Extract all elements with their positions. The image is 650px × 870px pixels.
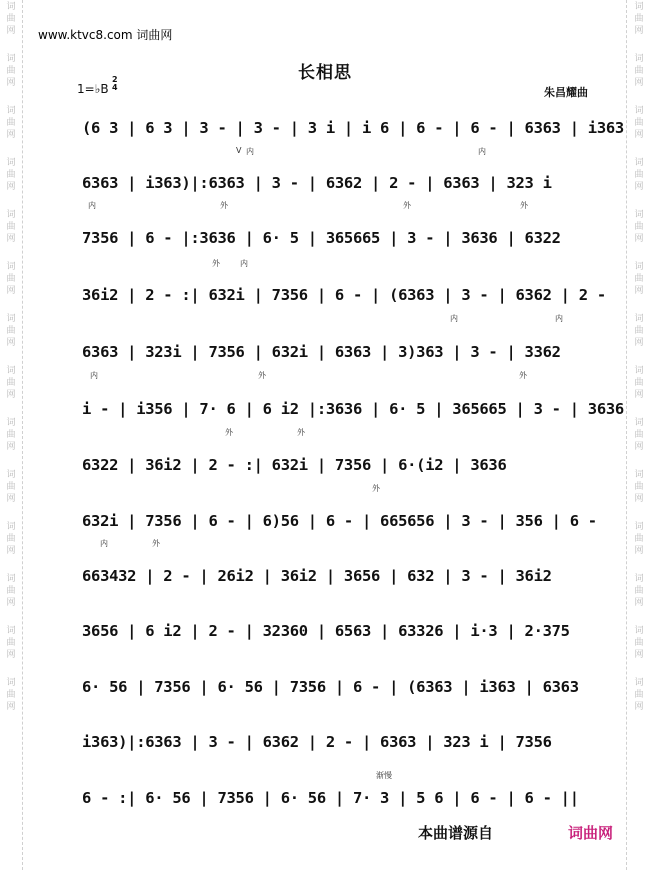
side-watermark-glyph: 网 (634, 390, 644, 400)
side-watermark-glyph: 词 (634, 210, 644, 220)
key-signature: 1=♭B (77, 82, 109, 96)
side-watermark-glyph: 网 (634, 702, 644, 712)
side-watermark-glyph: 曲 (634, 534, 644, 544)
side-watermark-glyph: 网 (6, 546, 16, 556)
side-watermark-glyph: 网 (6, 650, 16, 660)
side-watermark-glyph: 曲 (6, 170, 16, 180)
site-url-watermark (38, 26, 172, 43)
side-watermark-glyph: 网 (634, 494, 644, 504)
side-watermark-glyph: 网 (634, 650, 644, 660)
side-watermark-glyph: 曲 (634, 482, 644, 492)
side-watermark-glyph: 曲 (6, 274, 16, 284)
side-watermark-glyph: 曲 (634, 170, 644, 180)
side-watermark-glyph: 曲 (634, 274, 644, 284)
side-watermark-glyph: 词 (6, 418, 16, 428)
time-signature (112, 76, 118, 92)
left-watermark-column (4, 0, 18, 870)
side-watermark-glyph: 词 (634, 314, 644, 324)
side-watermark-glyph: 词 (634, 626, 644, 636)
score-line: 3656 | 6 i2 | 2 - | 32360 | 6563 | 63326 | i·3 | 2·375 (82, 622, 570, 640)
inner-string-mark: 内 (100, 539, 108, 548)
outer-string-mark: 外 (220, 201, 228, 210)
side-watermark-glyph: 词 (634, 522, 644, 532)
footer-source-label: 本曲谱源自 (418, 824, 494, 842)
side-watermark-glyph: 网 (6, 234, 16, 244)
side-watermark-glyph: 网 (634, 234, 644, 244)
outer-string-mark: 外 (520, 201, 528, 210)
outer-string-mark: 外 (372, 484, 380, 493)
side-watermark-glyph: 曲 (6, 430, 16, 440)
side-watermark-glyph: 网 (6, 494, 16, 504)
side-watermark-glyph: 曲 (6, 482, 16, 492)
side-watermark-glyph: 词 (6, 366, 16, 376)
side-watermark-glyph: 词 (6, 262, 16, 272)
side-watermark-glyph: 曲 (6, 222, 16, 232)
side-watermark-glyph: 曲 (634, 430, 644, 440)
side-watermark-glyph: 曲 (634, 66, 644, 76)
score-line: 7356 | 6 - |:3636 | 6· 5 | 365665 | 3 - | 3636 | 6322 (82, 229, 561, 247)
outer-string-mark: 外 (519, 371, 527, 380)
side-watermark-glyph: 网 (6, 286, 16, 296)
side-watermark-glyph: 词 (6, 54, 16, 64)
score-line: 632i | 7356 | 6 - | 6)56 | 6 - | 665656 | 3 - | 356 | 6 - (82, 512, 597, 530)
side-watermark-glyph: 曲 (6, 66, 16, 76)
side-watermark-glyph: 曲 (634, 14, 644, 24)
side-watermark-glyph: 网 (6, 78, 16, 88)
outer-string-mark: 外 (403, 201, 411, 210)
side-watermark-glyph: 网 (634, 338, 644, 348)
side-watermark-glyph: 词 (634, 470, 644, 480)
side-watermark-glyph: 词 (634, 574, 644, 584)
side-watermark-glyph: 网 (634, 182, 644, 192)
side-watermark-glyph: 网 (6, 598, 16, 608)
side-watermark-glyph: 词 (6, 678, 16, 688)
side-watermark-glyph: 网 (634, 598, 644, 608)
score-line: 6322 | 36i2 | 2 - :| 632i | 7356 | 6·(i2 | 3636 (82, 456, 507, 474)
side-watermark-glyph: 曲 (6, 326, 16, 336)
score-line: 36i2 | 2 - :| 632i | 7356 | 6 - | (6363 | 3 - | 6362 | 2 - (82, 286, 606, 304)
composer-credit: 朱昌耀曲 (544, 86, 588, 99)
site-name: 词曲网 (136, 28, 173, 42)
side-watermark-glyph: 曲 (634, 118, 644, 128)
side-watermark-glyph: 曲 (634, 586, 644, 596)
side-watermark-glyph: 词 (634, 2, 644, 12)
outer-string-mark: 外 (225, 428, 233, 437)
side-watermark-glyph: 词 (6, 626, 16, 636)
side-watermark-glyph: 词 (634, 158, 644, 168)
side-watermark-glyph: 词 (634, 262, 644, 272)
tempo-mark: 渐慢 (376, 771, 392, 780)
side-watermark-glyph: 词 (634, 106, 644, 116)
side-watermark-glyph: 词 (6, 106, 16, 116)
side-watermark-glyph: 词 (634, 366, 644, 376)
side-watermark-glyph: 网 (634, 78, 644, 88)
side-watermark-glyph: 网 (6, 702, 16, 712)
inner-string-mark: 内 (88, 201, 96, 210)
song-title: 长相思 (298, 63, 352, 83)
right-border (626, 0, 628, 870)
meter-bottom: 4 (112, 83, 118, 92)
side-watermark-glyph: 曲 (634, 222, 644, 232)
bowing-mark: V (236, 146, 242, 155)
inner-string-mark: 内 (555, 314, 563, 323)
inner-string-mark: 内 (478, 147, 486, 156)
left-border (22, 0, 24, 870)
side-watermark-glyph: 曲 (6, 690, 16, 700)
inner-string-mark: 内 (246, 147, 254, 156)
side-watermark-glyph: 网 (6, 338, 16, 348)
outer-string-mark: 外 (152, 539, 160, 548)
side-watermark-glyph: 词 (6, 574, 16, 584)
side-watermark-glyph: 曲 (6, 638, 16, 648)
side-watermark-glyph: 网 (634, 130, 644, 140)
inner-string-mark: 内 (90, 371, 98, 380)
side-watermark-glyph: 词 (634, 418, 644, 428)
outer-string-mark: 外 (258, 371, 266, 380)
side-watermark-glyph: 词 (6, 2, 16, 12)
inner-string-mark: 内 (240, 259, 248, 268)
side-watermark-glyph: 网 (634, 442, 644, 452)
footer-site-logo: 词曲网 (568, 824, 614, 842)
score-line: 6363 | i363)|:6363 | 3 - | 6362 | 2 - | 6363 | 323 i (82, 174, 552, 192)
side-watermark-glyph: 词 (634, 678, 644, 688)
side-watermark-glyph: 网 (6, 442, 16, 452)
site-url: www.ktvc8.com (38, 28, 133, 42)
side-watermark-glyph: 词 (6, 158, 16, 168)
score-line: 6 - :| 6· 56 | 7356 | 6· 56 | 7· 3 | 5 6 | 6 - | 6 - || (82, 789, 579, 807)
score-line: i - | i356 | 7· 6 | 6 i2 |:3636 | 6· 5 | 365665 | 3 - | 3636 (82, 400, 624, 418)
side-watermark-glyph: 曲 (6, 378, 16, 388)
side-watermark-glyph: 网 (6, 130, 16, 140)
side-watermark-glyph: 词 (6, 470, 16, 480)
side-watermark-glyph: 网 (6, 182, 16, 192)
score-line: i363)|:6363 | 3 - | 6362 | 2 - | 6363 | 323 i | 7356 (82, 733, 552, 751)
score-line: 6· 56 | 7356 | 6· 56 | 7356 | 6 - | (6363 | i363 | 6363 (82, 678, 579, 696)
meter-top: 2 (112, 75, 118, 84)
side-watermark-glyph: 词 (6, 522, 16, 532)
side-watermark-glyph: 词 (6, 314, 16, 324)
side-watermark-glyph: 曲 (634, 326, 644, 336)
side-watermark-glyph: 曲 (6, 586, 16, 596)
side-watermark-glyph: 词 (6, 210, 16, 220)
side-watermark-glyph: 曲 (6, 118, 16, 128)
side-watermark-glyph: 网 (634, 546, 644, 556)
side-watermark-glyph: 网 (634, 26, 644, 36)
side-watermark-glyph: 曲 (634, 690, 644, 700)
side-watermark-glyph: 曲 (6, 14, 16, 24)
side-watermark-glyph: 曲 (6, 534, 16, 544)
side-watermark-glyph: 网 (6, 390, 16, 400)
side-watermark-glyph: 网 (634, 286, 644, 296)
score-line: 6363 | 323i | 7356 | 632i | 6363 | 3)363 | 3 - | 3362 (82, 343, 561, 361)
inner-string-mark: 内 (450, 314, 458, 323)
side-watermark-glyph: 词 (634, 54, 644, 64)
score-line: (6 3 | 6 3 | 3 - | 3 - | 3 i | i 6 | 6 - | 6 - | 6363 | i363 (82, 119, 624, 137)
score-line: 663432 | 2 - | 26i2 | 36i2 | 3656 | 632 | 3 - | 36i2 (82, 567, 552, 585)
side-watermark-glyph: 曲 (634, 638, 644, 648)
outer-string-mark: 外 (297, 428, 305, 437)
side-watermark-glyph: 网 (6, 26, 16, 36)
right-watermark-column (632, 0, 646, 870)
outer-string-mark: 外 (212, 259, 220, 268)
side-watermark-glyph: 曲 (634, 378, 644, 388)
